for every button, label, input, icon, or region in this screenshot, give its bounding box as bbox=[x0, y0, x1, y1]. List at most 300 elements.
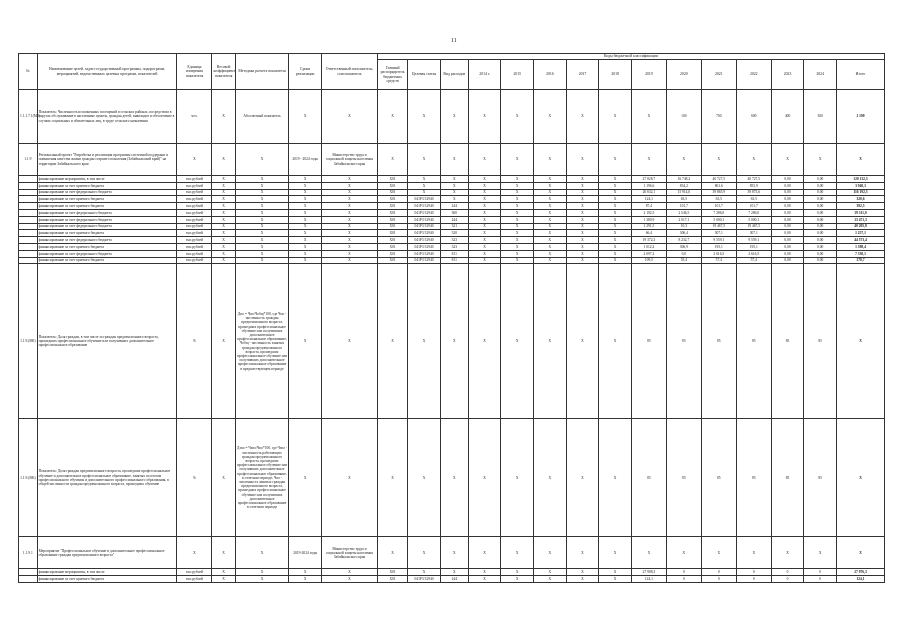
cell-year-value: X bbox=[599, 264, 632, 419]
cell-year-value: X bbox=[599, 419, 632, 537]
cell-grbs: X bbox=[377, 264, 407, 419]
cell-year-value: 0,00 bbox=[771, 182, 804, 189]
cell-year-value: 0,00 bbox=[804, 196, 837, 203]
cell-year-value: X bbox=[599, 182, 632, 189]
cell-method: X bbox=[235, 196, 289, 203]
cell-weight: X bbox=[212, 264, 235, 419]
cell-weight: X bbox=[212, 209, 235, 216]
cell-method: X bbox=[235, 216, 289, 223]
cell-year-value: X bbox=[599, 196, 632, 203]
cell-target: X bbox=[408, 569, 441, 576]
col-year: 2022 bbox=[736, 60, 771, 90]
cell-unit: тыс.рублей bbox=[177, 223, 212, 230]
col-target: Целевая статья bbox=[408, 60, 441, 90]
cell-responsible: X bbox=[321, 419, 377, 537]
cell-year-value: X bbox=[468, 176, 501, 183]
cell-name: финансирование за счет краевого бюджета bbox=[37, 230, 177, 237]
cell-num bbox=[19, 576, 38, 583]
cell-grbs: Х01 bbox=[377, 176, 407, 183]
cell-target: X bbox=[408, 189, 441, 196]
cell-year-value: 0,00 bbox=[804, 176, 837, 183]
cell-year-value: 85 bbox=[701, 419, 736, 537]
cell-year-value: 5 000,1 bbox=[701, 216, 736, 223]
cell-year-value: X bbox=[501, 189, 534, 196]
cell-target: X bbox=[408, 419, 441, 537]
cell-target: 041P3 52940 bbox=[408, 257, 441, 264]
cell-year-value: X bbox=[534, 216, 567, 223]
cell-year-value: 861,6 bbox=[701, 182, 736, 189]
cell-year-value: 10,3 bbox=[666, 223, 701, 230]
cell-target: 041P3 52940 bbox=[408, 209, 441, 216]
cell-num bbox=[19, 196, 38, 203]
cell-term: X bbox=[289, 216, 322, 223]
cell-method: X bbox=[235, 537, 289, 569]
cell-year-value: X bbox=[566, 576, 599, 583]
cell-total: X bbox=[836, 264, 884, 419]
cell-total: 27 976,3 bbox=[836, 569, 884, 576]
cell-total: 392,5 bbox=[836, 203, 884, 210]
col-total: Итого bbox=[836, 60, 884, 90]
cell-year-value: X bbox=[534, 203, 567, 210]
cell-num bbox=[19, 176, 38, 183]
cell-year-value: 0 bbox=[804, 576, 837, 583]
cell-expense: X bbox=[440, 176, 468, 183]
cell-term: X bbox=[289, 237, 322, 244]
cell-year-value: 0,00 bbox=[771, 189, 804, 196]
table-row bbox=[19, 182, 885, 189]
cell-total: X bbox=[836, 419, 884, 537]
cell-responsible: Министерство труда и социальной защиты населения Забайкальского края bbox=[321, 144, 377, 176]
cell-total: 19 311,0 bbox=[836, 209, 884, 216]
cell-unit: % bbox=[177, 264, 212, 419]
cell-year-value: X bbox=[566, 209, 599, 216]
cell-year-value: X bbox=[501, 264, 534, 419]
cell-year-value: X bbox=[468, 419, 501, 537]
cell-year-value: X bbox=[599, 237, 632, 244]
cell-total: 40 205,8 bbox=[836, 223, 884, 230]
cell-name: финансирование за счет краевого бюджета bbox=[37, 257, 177, 264]
cell-num bbox=[19, 237, 38, 244]
cell-year-value: X bbox=[566, 189, 599, 196]
cell-year-value: 2 546,5 bbox=[666, 209, 701, 216]
cell-year-value: X bbox=[631, 90, 666, 144]
cell-year-value: 0,00 bbox=[771, 223, 804, 230]
cell-total: 44 573,4 bbox=[836, 237, 884, 244]
cell-year-value: 57,4 bbox=[701, 257, 736, 264]
cell-year-value: X bbox=[501, 182, 534, 189]
cell-grbs: X bbox=[377, 144, 407, 176]
cell-expense: 244 bbox=[440, 216, 468, 223]
cell-unit: тыс.рублей bbox=[177, 189, 212, 196]
page-number: 11 bbox=[451, 38, 457, 44]
cell-year-value: 63,5 bbox=[666, 196, 701, 203]
cell-year-value: X bbox=[468, 569, 501, 576]
cell-year-value: X bbox=[468, 209, 501, 216]
col-unit: Единица измерения показателя bbox=[177, 54, 212, 90]
cell-num bbox=[19, 257, 38, 264]
cell-year-value: 0,00 bbox=[771, 209, 804, 216]
cell-responsible: X bbox=[321, 257, 377, 264]
cell-year-value: X bbox=[599, 209, 632, 216]
cell-year-value: 0 bbox=[701, 576, 736, 583]
cell-year-value: X bbox=[468, 230, 501, 237]
cell-grbs: Х01 bbox=[377, 250, 407, 257]
cell-year-value: 0 bbox=[701, 569, 736, 576]
cell-year-value: 8 232,7 bbox=[666, 237, 701, 244]
program-table bbox=[18, 53, 885, 583]
cell-year-value: X bbox=[468, 189, 501, 196]
cell-year-value: X bbox=[468, 243, 501, 250]
cell-responsible: X bbox=[321, 196, 377, 203]
cell-year-value: 124,1 bbox=[631, 576, 666, 583]
cell-year-value: 853,9 bbox=[736, 182, 771, 189]
cell-year-value: 307,1 bbox=[701, 230, 736, 237]
cell-name: финансирование мероприятия, в том числе bbox=[37, 176, 177, 183]
col-num: № bbox=[19, 54, 38, 90]
cell-method: Дзпо = Чзпо/Чпо*100, где Чзпо - численность работающих граждан предпенсионного возраста, прошедших профессиональное обучение или получивших дополнительное профессиональное образование, в отчетном периоде; Чпо - численность занятых граждан предпенсионного возраста, прошедших профессиональное обучение или получивших дополнительное профессиональное образование в отчетном периоде bbox=[235, 419, 289, 537]
cell-year-value: 0 bbox=[736, 569, 771, 576]
col-codes: Коды бюджетной классификации bbox=[377, 54, 884, 60]
cell-year-value: X bbox=[804, 537, 837, 569]
cell-num bbox=[19, 182, 38, 189]
cell-year-value: 195,1 bbox=[701, 243, 736, 250]
cell-year-value: 101,7 bbox=[666, 203, 701, 210]
cell-year-value: 834,2 bbox=[666, 182, 701, 189]
cell-year-value: X bbox=[534, 250, 567, 257]
cell-year-value: X bbox=[468, 90, 501, 144]
cell-method: X bbox=[235, 144, 289, 176]
cell-year-value: 55,4 bbox=[666, 257, 701, 264]
cell-year-value: 0,00 bbox=[804, 250, 837, 257]
table-row bbox=[19, 223, 885, 230]
cell-expense: X bbox=[440, 537, 468, 569]
cell-year-value: 85 bbox=[771, 264, 804, 419]
table-row bbox=[19, 264, 885, 419]
cell-expense: 244 bbox=[440, 576, 468, 583]
cell-grbs: Х01 bbox=[377, 196, 407, 203]
cell-year-value: X bbox=[468, 250, 501, 257]
cell-year-value: X bbox=[534, 237, 567, 244]
cell-method: X bbox=[235, 576, 289, 583]
cell-unit: % bbox=[177, 419, 212, 537]
cell-expense: 244 bbox=[440, 203, 468, 210]
cell-responsible: X bbox=[321, 264, 377, 419]
cell-year-value: 0,00 bbox=[771, 216, 804, 223]
cell-weight: X bbox=[212, 569, 235, 576]
cell-year-value: X bbox=[534, 189, 567, 196]
cell-responsible: X bbox=[321, 230, 377, 237]
cell-year-value: X bbox=[468, 257, 501, 264]
cell-grbs: X bbox=[377, 90, 407, 144]
cell-year-value: 85 bbox=[631, 264, 666, 419]
cell-responsible: X bbox=[321, 176, 377, 183]
cell-year-value: 9 559,1 bbox=[701, 237, 736, 244]
cell-responsible: X bbox=[321, 203, 377, 210]
cell-term: X bbox=[289, 196, 322, 203]
cell-name: Региональный проект "Разработка и реализация программы системной поддержки и повышения качества жизни граждан старшего поколения (Забайкальский край)" на территории Забайкальского края bbox=[37, 144, 177, 176]
cell-method: X bbox=[235, 223, 289, 230]
col-year: 2018 bbox=[599, 60, 632, 90]
table-row bbox=[19, 203, 885, 210]
cell-year-value: X bbox=[771, 144, 804, 176]
cell-term: X bbox=[289, 243, 322, 250]
cell-method: X bbox=[235, 176, 289, 183]
cell-weight: X bbox=[212, 419, 235, 537]
cell-unit: X bbox=[177, 537, 212, 569]
cell-year-value: X bbox=[599, 216, 632, 223]
table-row bbox=[19, 189, 885, 196]
cell-responsible: X bbox=[321, 237, 377, 244]
cell-year-value: 0 bbox=[804, 569, 837, 576]
cell-method: X bbox=[235, 569, 289, 576]
cell-year-value: 87,4 bbox=[631, 203, 666, 210]
col-year: 2017 bbox=[566, 60, 599, 90]
cell-term: X bbox=[289, 209, 322, 216]
cell-year-value: X bbox=[534, 182, 567, 189]
cell-grbs: Х01 bbox=[377, 203, 407, 210]
cell-year-value: X bbox=[599, 230, 632, 237]
cell-unit: тыс.рублей bbox=[177, 182, 212, 189]
cell-unit: тыс.рублей bbox=[177, 176, 212, 183]
cell-year-value: 100 bbox=[666, 90, 701, 144]
cell-expense: X bbox=[440, 569, 468, 576]
cell-year-value: X bbox=[501, 250, 534, 257]
cell-expense: 811 bbox=[440, 257, 468, 264]
table-row bbox=[19, 569, 885, 576]
cell-weight: X bbox=[212, 176, 235, 183]
cell-year-value: 0,00 bbox=[804, 257, 837, 264]
cell-year-value: X bbox=[566, 203, 599, 210]
cell-year-value: X bbox=[566, 90, 599, 144]
cell-expense: X bbox=[440, 182, 468, 189]
cell-name: финансирование за счет федерального бюджета bbox=[37, 223, 177, 230]
cell-year-value: X bbox=[701, 537, 736, 569]
cell-term: 2019-2024 годы bbox=[289, 537, 322, 569]
col-name: Наименование целей, задач государственной программы, подпрограмм, мероприятий, ведомственных целевых программ, показателей bbox=[37, 54, 177, 90]
cell-name: финансирование за счет краевого бюджета bbox=[37, 182, 177, 189]
cell-weight: X bbox=[212, 182, 235, 189]
cell-expense: X bbox=[440, 144, 468, 176]
cell-total: 3 940,3 bbox=[836, 182, 884, 189]
cell-unit: тыс.рублей bbox=[177, 216, 212, 223]
cell-year-value: X bbox=[501, 203, 534, 210]
cell-num bbox=[19, 569, 38, 576]
cell-weight: X bbox=[212, 250, 235, 257]
cell-total: 278,7 bbox=[836, 257, 884, 264]
cell-year-value: 85 bbox=[804, 264, 837, 419]
cell-year-value: 0 bbox=[666, 576, 701, 583]
cell-grbs: X bbox=[377, 419, 407, 537]
cell-term: X bbox=[289, 223, 322, 230]
table-row bbox=[19, 419, 885, 537]
cell-method: X bbox=[235, 182, 289, 189]
cell-year-value: X bbox=[534, 90, 567, 144]
cell-year-value: 15 914,0 bbox=[666, 189, 701, 196]
cell-year-value: 26 632,1 bbox=[631, 189, 666, 196]
cell-year-value: X bbox=[534, 243, 567, 250]
cell-year-value: 0 bbox=[771, 576, 804, 583]
cell-year-value: 85 bbox=[804, 419, 837, 537]
cell-name: финансирование за счет федерального бюджета bbox=[37, 250, 177, 257]
cell-target: 041P3 52940 bbox=[408, 237, 441, 244]
cell-year-value: X bbox=[566, 230, 599, 237]
cell-num bbox=[19, 223, 38, 230]
cell-year-value: 0,00 bbox=[771, 196, 804, 203]
cell-expense: X bbox=[440, 196, 468, 203]
cell-year-value: X bbox=[534, 144, 567, 176]
cell-year-value: X bbox=[631, 144, 666, 176]
cell-weight: X bbox=[212, 216, 235, 223]
cell-total: 1 598,4 bbox=[836, 243, 884, 250]
cell-unit: чел. bbox=[177, 90, 212, 144]
cell-unit: тыс.рублей bbox=[177, 576, 212, 583]
cell-year-value: X bbox=[534, 569, 567, 576]
cell-term: X bbox=[289, 569, 322, 576]
cell-weight: X bbox=[212, 237, 235, 244]
cell-num: 1.1.9.1 bbox=[19, 537, 38, 569]
cell-responsible: X bbox=[321, 209, 377, 216]
cell-year-value: X bbox=[599, 243, 632, 250]
col-year: 2020 bbox=[666, 60, 701, 90]
col-year: 2024 bbox=[804, 60, 837, 90]
cell-responsible: Министерство труда и социальной защиты населения Забайкальского края bbox=[321, 537, 377, 569]
cell-year-value: X bbox=[599, 257, 632, 264]
cell-year-value: X bbox=[566, 176, 599, 183]
cell-target: 041P3 52940 bbox=[408, 243, 441, 250]
cell-year-value: X bbox=[501, 196, 534, 203]
cell-unit: тыс.рублей bbox=[177, 243, 212, 250]
cell-grbs: Х01 bbox=[377, 237, 407, 244]
cell-num bbox=[19, 230, 38, 237]
cell-year-value: X bbox=[566, 537, 599, 569]
cell-year-value: X bbox=[566, 182, 599, 189]
cell-term: X bbox=[289, 576, 322, 583]
cell-year-value: X bbox=[566, 243, 599, 250]
cell-year-value: X bbox=[599, 144, 632, 176]
cell-term: X bbox=[289, 189, 322, 196]
cell-num bbox=[19, 216, 38, 223]
table-row bbox=[19, 576, 885, 583]
cell-year-value: 400 bbox=[771, 90, 804, 144]
cell-expense: 321 bbox=[440, 223, 468, 230]
cell-year-value: X bbox=[468, 216, 501, 223]
cell-year-value: X bbox=[599, 189, 632, 196]
cell-num: 1.1.9.(М6) bbox=[19, 419, 38, 537]
cell-year-value: 2 192,5 bbox=[631, 209, 666, 216]
cell-target: 041P3 52940 bbox=[408, 576, 441, 583]
cell-year-value: X bbox=[501, 176, 534, 183]
cell-target: X bbox=[408, 264, 441, 419]
cell-year-value: X bbox=[501, 209, 534, 216]
cell-year-value: X bbox=[501, 243, 534, 250]
cell-unit: тыс.рублей bbox=[177, 237, 212, 244]
cell-weight: X bbox=[212, 223, 235, 230]
cell-name: финансирование за счет краевого бюджета bbox=[37, 576, 177, 583]
cell-target: 041P3 52940 bbox=[408, 223, 441, 230]
cell-unit: тыс.рублей bbox=[177, 196, 212, 203]
cell-grbs: Х01 bbox=[377, 189, 407, 196]
cell-target: X bbox=[408, 90, 441, 144]
cell-target: 041P3 52940 bbox=[408, 196, 441, 203]
cell-method: X bbox=[235, 209, 289, 216]
cell-method: X bbox=[235, 250, 289, 257]
cell-responsible: X bbox=[321, 223, 377, 230]
cell-grbs: X bbox=[377, 537, 407, 569]
cell-year-value: 0,00 bbox=[771, 243, 804, 250]
cell-year-value: X bbox=[501, 569, 534, 576]
cell-year-value: X bbox=[468, 264, 501, 419]
cell-weight: X bbox=[212, 90, 235, 144]
cell-term: X bbox=[289, 250, 322, 257]
cell-responsible: X bbox=[321, 189, 377, 196]
cell-year-value: 40 727,5 bbox=[701, 176, 736, 183]
cell-expense: 360 bbox=[440, 209, 468, 216]
cell-name: Мероприятие "Профессиональное обучение и дополнительное профессиональное образование граждан предпенсионного возраста" bbox=[37, 537, 177, 569]
cell-year-value: 0,00 bbox=[771, 257, 804, 264]
cell-name: финансирование за счет федерального бюджета bbox=[37, 216, 177, 223]
cell-term: 2019 - 2024 годы bbox=[289, 144, 322, 176]
cell-year-value: X bbox=[501, 144, 534, 176]
cell-expense: 323 bbox=[440, 237, 468, 244]
cell-method: X bbox=[235, 230, 289, 237]
cell-method: X bbox=[235, 189, 289, 196]
col-expense: Вид расходов bbox=[440, 60, 468, 90]
cell-num bbox=[19, 189, 38, 196]
cell-year-value: X bbox=[501, 223, 534, 230]
cell-year-value: X bbox=[599, 90, 632, 144]
cell-num bbox=[19, 243, 38, 250]
cell-year-value: 5 000,1 bbox=[736, 216, 771, 223]
cell-total: 120 132,5 bbox=[836, 176, 884, 183]
cell-year-value: 1 196,6 bbox=[631, 182, 666, 189]
cell-method: X bbox=[235, 243, 289, 250]
cell-year-value: X bbox=[534, 209, 567, 216]
table-row bbox=[19, 176, 885, 183]
cell-year-value: 101,7 bbox=[736, 203, 771, 210]
cell-responsible: X bbox=[321, 216, 377, 223]
cell-weight: X bbox=[212, 257, 235, 264]
table-row bbox=[19, 196, 885, 203]
col-grbs: Главный распорядитель бюджетных средств bbox=[377, 60, 407, 90]
cell-expense: 811 bbox=[440, 250, 468, 257]
cell-grbs: Х01 bbox=[377, 209, 407, 216]
cell-year-value: 39 865,9 bbox=[701, 189, 736, 196]
cell-year-value: 101,7 bbox=[701, 203, 736, 210]
cell-target: 041P3 52940 bbox=[408, 250, 441, 257]
cell-year-value: X bbox=[599, 250, 632, 257]
cell-responsible: X bbox=[321, 569, 377, 576]
cell-grbs: Х01 bbox=[377, 230, 407, 237]
cell-year-value: 2 097,2 bbox=[631, 250, 666, 257]
cell-year-value: 27 908,3 bbox=[631, 569, 666, 576]
cell-expense: 320 bbox=[440, 230, 468, 237]
cell-year-value: X bbox=[534, 419, 567, 537]
table-row bbox=[19, 243, 885, 250]
cell-responsible: X bbox=[321, 90, 377, 144]
cell-name: финансирование мероприятия, в том числе bbox=[37, 569, 177, 576]
cell-year-value: 2 017,1 bbox=[666, 216, 701, 223]
cell-target: 041P3 52940 bbox=[408, 230, 441, 237]
cell-num bbox=[19, 209, 38, 216]
cell-year-value: 0,00 bbox=[804, 209, 837, 216]
cell-year-value: 85 bbox=[701, 264, 736, 419]
cell-year-value: 19 467,5 bbox=[736, 223, 771, 230]
cell-weight: X bbox=[212, 576, 235, 583]
cell-name: Показатель: Доля граждан, в том числе за граждан предпенсионного возраста, прошедших профессиональное обучение или получивших дополнительное профессиональное образование bbox=[37, 264, 177, 419]
cell-year-value: X bbox=[468, 237, 501, 244]
cell-year-value: X bbox=[468, 196, 501, 203]
cell-unit: тыс.рублей bbox=[177, 230, 212, 237]
